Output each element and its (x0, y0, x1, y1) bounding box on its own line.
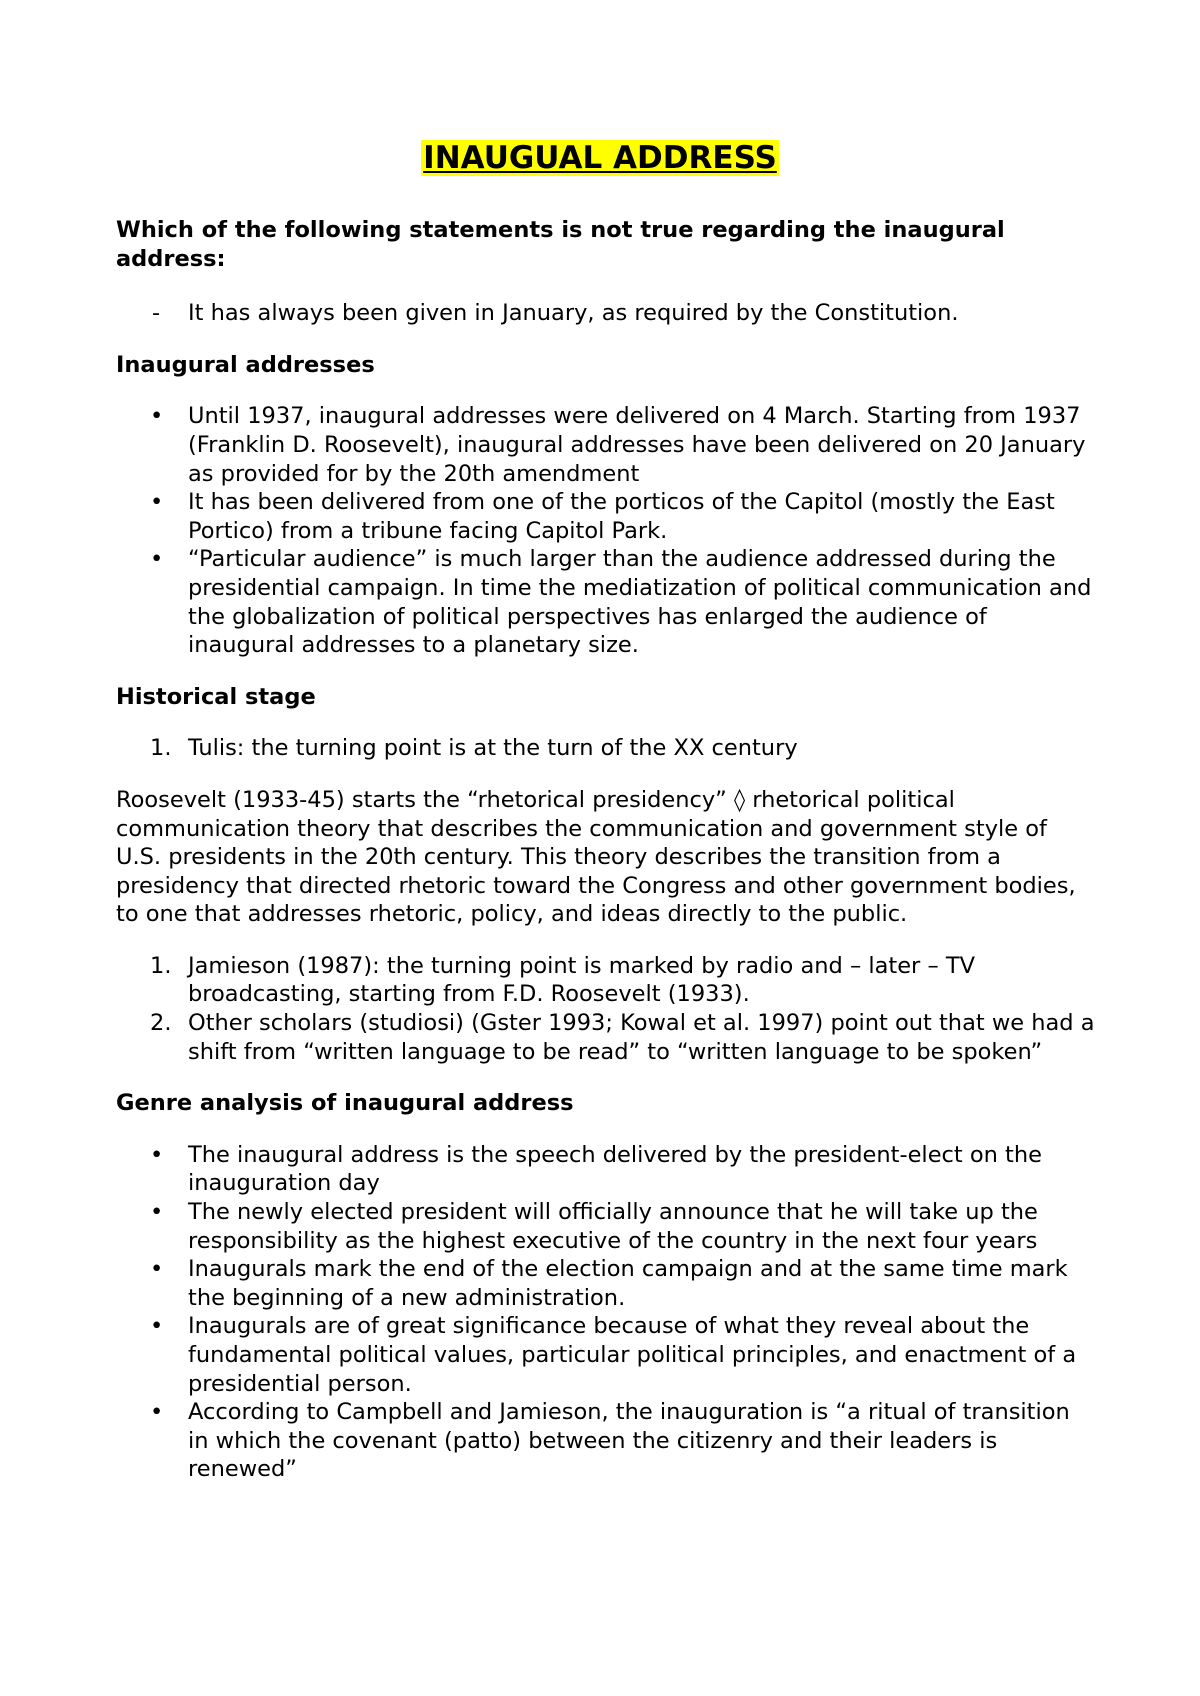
list-item (116, 952, 1096, 1009)
list-item (116, 402, 1096, 488)
heading-historical-stage: Historical stage (116, 683, 316, 710)
answer-item (116, 299, 1096, 328)
page-title: INAUGUAL ADDRESS (423, 140, 777, 176)
list-item (116, 1398, 1096, 1484)
list-item (116, 1009, 1096, 1066)
number-marker: 2. (150, 1010, 172, 1037)
historical-paragraph: Roosevelt (1933-45) starts the “rhetorical presidency” ◊ rhetorical political communication theory that describes the communication and government style of U.S. presidents in the 20th century. This theory describes the transition from a presidency that directed rhetoric toward the Congress and other government bodies, to one that addresses rhetoric, policy, and ideas directly to the public. (116, 786, 1076, 928)
list-item-text: According to Campbell and Jamieson, the inauguration is “a ritual of transition in which the covenant (patto) between the citizenry and their leaders is renewed” (188, 1399, 1070, 1483)
list-item-text: Jamieson (1987): the turning point is marked by radio and – later – TV broadcasting, starting from F.D. Roosevelt (1933). (188, 952, 975, 1008)
list-item (116, 1255, 1096, 1312)
list-item (116, 545, 1096, 659)
bullet-marker: • (150, 1199, 164, 1226)
list-item-text: The inaugural address is the speech delivered by the president-elect on the inauguration day (188, 1141, 1042, 1197)
answer-list (116, 299, 1096, 328)
heading-genre-analysis: Genre analysis of inaugural address (116, 1090, 574, 1117)
list-item (116, 1141, 1096, 1198)
title-wrap (0, 140, 1200, 176)
list-item (116, 734, 1096, 763)
dash-marker: - (152, 300, 161, 327)
list-item-text: It has been delivered from one of the porticos of the Capitol (mostly the East Portico) from a tribune facing Capitol Park. (188, 489, 1055, 544)
list-item (116, 1312, 1096, 1398)
number-marker: 1. (150, 952, 172, 979)
bullet-marker: • (150, 546, 164, 573)
heading-inaugural-addresses: Inaugural addresses (116, 351, 375, 378)
question-text: Which of the following statements is not true regarding the inaugural address: (116, 217, 1005, 272)
bullet-marker: • (150, 1399, 164, 1426)
bullet-marker: • (150, 1141, 164, 1168)
answer-text: It has always been given in January, as required by the Constitution. (188, 300, 959, 327)
list-item-text: The newly elected president will officially announce that he will take up the responsibility as the highest executive of the country in the next four years (188, 1199, 1038, 1254)
historical-list-2 (116, 952, 1096, 1066)
number-marker: 1. (150, 735, 172, 762)
historical-list-1 (116, 734, 1096, 763)
list-item-text: Until 1937, inaugural addresses were delivered on 4 March. Starting from 1937 (Franklin D. Roosevelt), inaugural addresses have been delivered on 20 January as provided for by the 20th amendment (188, 403, 1086, 487)
bullet-marker: • (150, 489, 164, 516)
genre-analysis-list (116, 1141, 1096, 1484)
bullet-marker: • (150, 1313, 164, 1340)
inaugural-addresses-list (116, 402, 1096, 659)
list-item-text: Tulis: the turning point is at the turn of the XX century (188, 735, 798, 762)
document-body (116, 216, 1096, 1484)
list-item (116, 488, 1096, 545)
list-item-text: “Particular audience” is much larger than the audience addressed during the presidential campaign. In time the mediatization of political communication and the globalization of political perspectives has enlarged the audience of inaugural addresses to a planetary size. (188, 546, 1092, 659)
list-item-text: Inaugurals mark the end of the election campaign and at the same time mark the beginning of a new administration. (188, 1256, 1068, 1311)
bullet-marker: • (150, 403, 164, 430)
list-item-text: Inaugurals are of great significance because of what they reveal about the fundamental political values, particular political principles, and enactment of a presidential person. (188, 1313, 1077, 1397)
bullet-marker: • (150, 1256, 164, 1283)
list-item (116, 1198, 1096, 1255)
list-item-text: Other scholars (studiosi) (Gster 1993; Kowal et al. 1997) point out that we had a shift from “written language to be read” to “written language to be spoken” (188, 1010, 1095, 1065)
